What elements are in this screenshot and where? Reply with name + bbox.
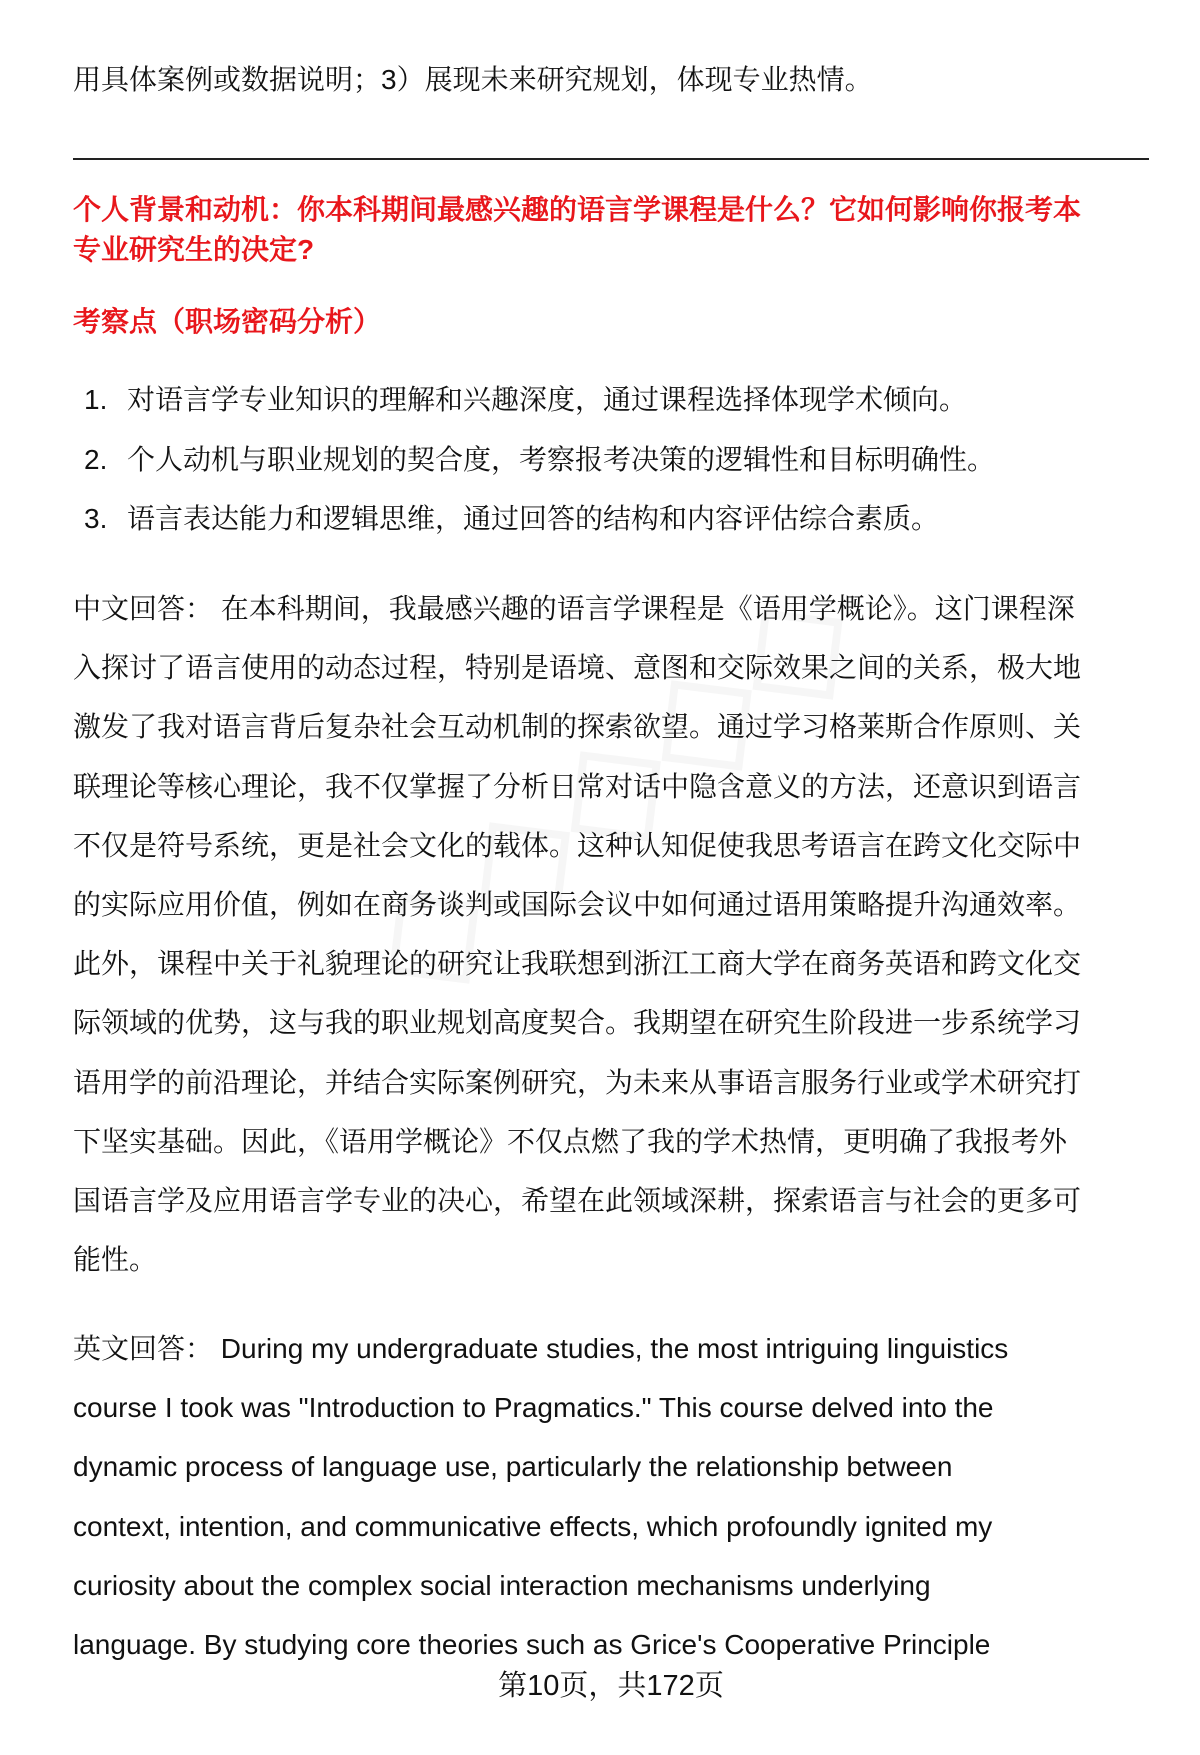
paragraph-line: 英文回答： During my undergraduate studies, the most intriguing linguistics [73, 1333, 1009, 1364]
paragraph-line: dynamic process of language use, particularly the relationship between [73, 1451, 953, 1483]
paragraph-line: 联理论等核心理论，我不仅掌握了分析日常对话中隐含意义的方法，还意识到语言 [73, 770, 1082, 802]
paragraph-line: 下坚实基础。因此，《语用学概论》不仅点燃了我的学术热情，更明确了我报考外 [73, 1125, 1068, 1157]
paragraph-line: 入探讨了语言使用的动态过程，特别是语境、意图和交际效果之间的关系，极大地 [73, 652, 1082, 684]
section-divider [73, 158, 1149, 160]
list-item: 对语言学专业知识的理解和兴趣深度，通过课程选择体现学术倾向。 [127, 384, 968, 415]
paragraph-line: 的实际应用价值，例如在商务谈判或国际会议中如何通过语用策略提升沟通效率。 [73, 889, 1082, 920]
question-heading-line-2: 专业研究生的决定? [73, 234, 315, 265]
list-number: 2. [84, 444, 108, 475]
paragraph-line: 能性。 [73, 1244, 158, 1276]
paragraph-line: course I took was "Introduction to Pragmatics." This course delved into the [73, 1392, 994, 1424]
paragraph-line: 此外，课程中关于礼貌理论的研究让我联想到浙江工商大学在商务英语和跨文化交 [73, 948, 1082, 980]
paragraph-line: curiosity about the complex social interaction mechanisms underlying [73, 1569, 931, 1601]
paragraph-line: context, intention, and communicative effects, which profoundly ignited my [73, 1510, 993, 1542]
page-number: 第10页，共172页 [498, 1670, 724, 1702]
list-item: 个人动机与职业规划的契合度，考察报考决策的逻辑性和目标明确性。 [127, 444, 996, 475]
paragraph-line: 国语言学及应用语言学专业的决心，希望在此领域深耕，探索语言与社会的更多可 [73, 1185, 1082, 1216]
list-number: 1. [84, 384, 108, 415]
paragraph-line: 激发了我对语言背后复杂社会互动机制的探索欲望。通过学习格莱斯合作原则、关 [73, 711, 1082, 743]
question-heading-line-1: 个人背景和动机：你本科期间最感兴趣的语言学课程是什么？它如何影响你报考本 [73, 194, 1082, 225]
paragraph-line: language. By studying core theories such as Grice's Cooperative Principle [73, 1629, 991, 1660]
focus-heading: 考察点（职场密码分析） [73, 306, 382, 337]
paragraph-line: 语用学的前沿理论，并结合实际案例研究，为未来从事语言服务行业或学术研究打 [73, 1066, 1082, 1098]
paragraph-line: 中文回答： 在本科期间，我最感兴趣的语言学课程是《语用学概论》。这门课程深 [73, 593, 1075, 624]
list-number: 3. [84, 503, 108, 534]
paragraph-line: 不仅是符号系统，更是社会文化的载体。这种认知促使我思考语言在跨文化交际中 [73, 829, 1082, 861]
intro-tail-text: 用具体案例或数据说明；3）展现未来研究规划，体现专业热情。 [73, 64, 873, 95]
paragraph-line: 际领域的优势，这与我的职业规划高度契合。我期望在研究生阶段进一步系统学习 [73, 1007, 1082, 1039]
list-item: 语言表达能力和逻辑思维，通过回答的结构和内容评估综合素质。 [127, 503, 940, 534]
